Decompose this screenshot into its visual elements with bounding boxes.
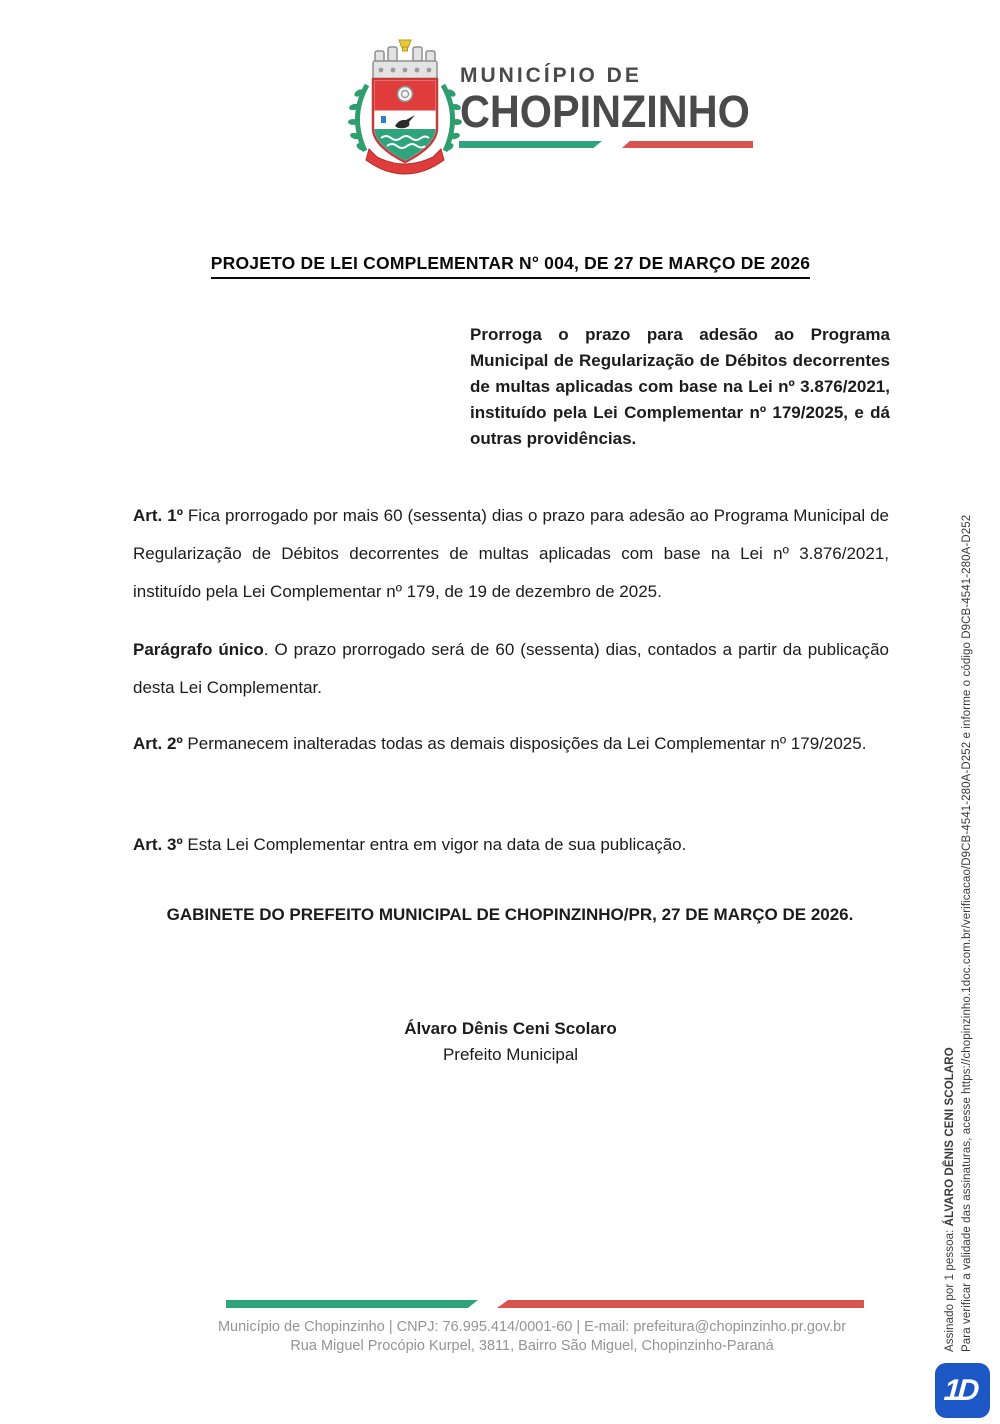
logo-green-bar (459, 141, 602, 148)
signature-block (133, 1016, 888, 1068)
signed-by-name: ÁLVARO DÊNIS CENI SCOLARO (944, 1047, 956, 1227)
sole-paragraph-text: . O prazo prorrogado será de 60 (sessenta) dias, contados a partir da publicação desta Lei Complementar. (133, 640, 890, 697)
signer-name: Álvaro Dênis Ceni Scolaro (404, 1019, 617, 1038)
footer-line-1: Município de Chopinzinho | CNPJ: 76.995.414/0001-60 | E-mail: prefeitura@chopinzinho.pr.gov.br (217, 1319, 847, 1335)
footer-green-bar (226, 1300, 478, 1308)
sole-paragraph-label: Parágrafo único (133, 640, 264, 659)
logo-underline-bars (459, 141, 759, 148)
footer-contact-info (133, 1318, 931, 1356)
article-1-paragraph (133, 497, 889, 611)
logo-line-municipio-de: MUNICÍPIO DE (460, 64, 642, 87)
chopinzinho-coat-of-arms-icon (345, 33, 465, 175)
logo-line-chopinzinho: CHOPINZINHO (460, 86, 750, 137)
vertical-signed-by-text (944, 1047, 956, 1352)
article-2-paragraph (133, 725, 889, 763)
onedoc-logo-icon (935, 1363, 990, 1418)
onedoc-logo-text: 1D (943, 1373, 978, 1407)
vertical-verification-text: Para verificar a validade das assinaturas, acesse https://chopinzinho.1doc.com.br/verificacao/D9CB-4541-280A-D252 e informe o código D9CB-4541-280A-D252 (961, 514, 973, 1352)
footer-line-2: Rua Miguel Procópio Kurpel, 3811, Bairro São Miguel, Chopinzinho-Paraná (290, 1338, 774, 1354)
document-title (133, 253, 888, 279)
article-1-text: Fica prorrogado por mais 60 (sessenta) dias o prazo para adesão ao Programa Municipal de Regularização de Débitos decorrentes de multas aplicadas com base na Lei nº 3.876/2021, instituído pela Lei Complementar nº 179, de 19 de dezembro de 2025. (133, 506, 889, 601)
footer-red-bar (497, 1300, 864, 1308)
article-3-text: Esta Lei Complementar entra em vigor na data de sua publicação. (182, 835, 687, 854)
article-3-label: Art. 3º (133, 835, 183, 854)
municipality-logo (460, 64, 775, 138)
article-3-paragraph (133, 826, 889, 864)
signer-role: Prefeito Municipal (442, 1045, 579, 1064)
signed-by-prefix: Assinado por 1 pessoa: (944, 1226, 956, 1352)
document-title-text: PROJETO DE LEI COMPLEMENTAR N° 004, DE 27 DE MARÇO DE 2026 (211, 253, 810, 279)
article-2-label: Art. 2º (133, 734, 183, 753)
article-1-label: Art. 1º (133, 506, 183, 525)
article-2-text: Permanecem inalteradas todas as demais disposições da Lei Complementar nº 179/2025. (182, 734, 867, 753)
closing-statement: GABINETE DO PREFEITO MUNICIPAL DE CHOPINZINHO/PR, 27 DE MARÇO DE 2026. (166, 905, 854, 924)
footer-bars (226, 1300, 864, 1308)
sole-paragraph (133, 631, 889, 707)
logo-red-bar (622, 141, 753, 148)
ementa-paragraph: Prorroga o prazo para adesão ao Programa Municipal de Regularização de Débitos decorrentes de multas aplicadas com base na Lei nº 3.876/2021, instituído pela Lei Complementar nº 179/2025, e dá outras providências. (470, 325, 890, 448)
